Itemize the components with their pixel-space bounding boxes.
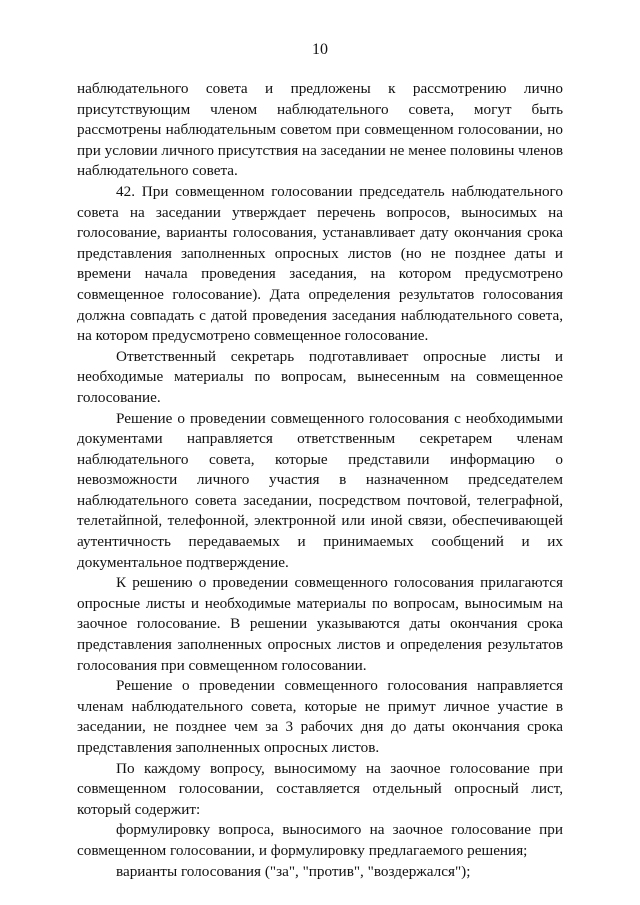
paragraph-continuation: наблюдательного совета и предложены к рассмотрению лично присутствующим членом наблюдательного совета, могут быть рассмотрены наблюдательным советом при совмещенном голосовании, но при условии личного присутствия на заседании не менее половины членов наблюдательного совета. (77, 80, 563, 180)
list-item-voting-options: варианты голосования ("за", "против", "воздержался"); (116, 862, 471, 880)
page-number: 10 (312, 41, 328, 58)
paragraph-deadline: Решение о проведении совмещенного голосования направляется членам наблюдательного совета, которые не примут личное участие в заседании, не позднее чем за 3 рабочих дня до даты окончания срока представления заполненных опросных листов. (77, 677, 563, 756)
document-body (77, 79, 563, 882)
paragraph-secretary: Ответственный секретарь подготавливает опросные листы и необходимые материалы по вопросам, вынесенным на совмещенное голосование. (77, 347, 563, 406)
list-item-question-wording: формулировку вопроса, выносимого на заочное голосование при совмещенном голосовании, и формулировку предлагаемого решения; (77, 821, 563, 859)
paragraph-attachments: К решению о проведении совмещенного голосования прилагаются опросные листы и необходимые материалы по вопросам, выносимым на заочное голосование. В решении указываются даты окончания срока представления заполненных опросных листов и определения результатов голосования при совмещенном голосовании. (77, 574, 563, 674)
paragraph-ballot-contents: По каждому вопросу, выносимому на заочное голосование при совмещенном голосовании, составляется отдельный опросный лист, который содержит: (77, 759, 563, 818)
paragraph-decision-sending: Решение о проведении совмещенного голосования с необходимыми документами направляется ответственным секретарем членам наблюдательного совета, которые представили информацию о невозможности личного участия в назначенном председателем наблюдательного совета заседании, посредством почтовой, телеграфной, телетайпной, телефонной, электронной или иной связи, обеспечивающей аутентичность передаваемых и принимаемых сообщений и их документальное подтверждение. (77, 409, 563, 571)
paragraph-item-42: 42. При совмещенном голосовании председатель наблюдательного совета на заседании утверждает перечень вопросов, выносимых на голосование, варианты голосования, устанавливает дату окончания срока представления заполненных опросных листов (но не позднее даты и времени начала проведения заседания, на котором предусмотрено совмещенное голосование). Дата определения результатов голосования должна совпадать с датой проведения заседания наблюдательного совета, на котором предусмотрено совмещенное голосование. (77, 182, 563, 345)
